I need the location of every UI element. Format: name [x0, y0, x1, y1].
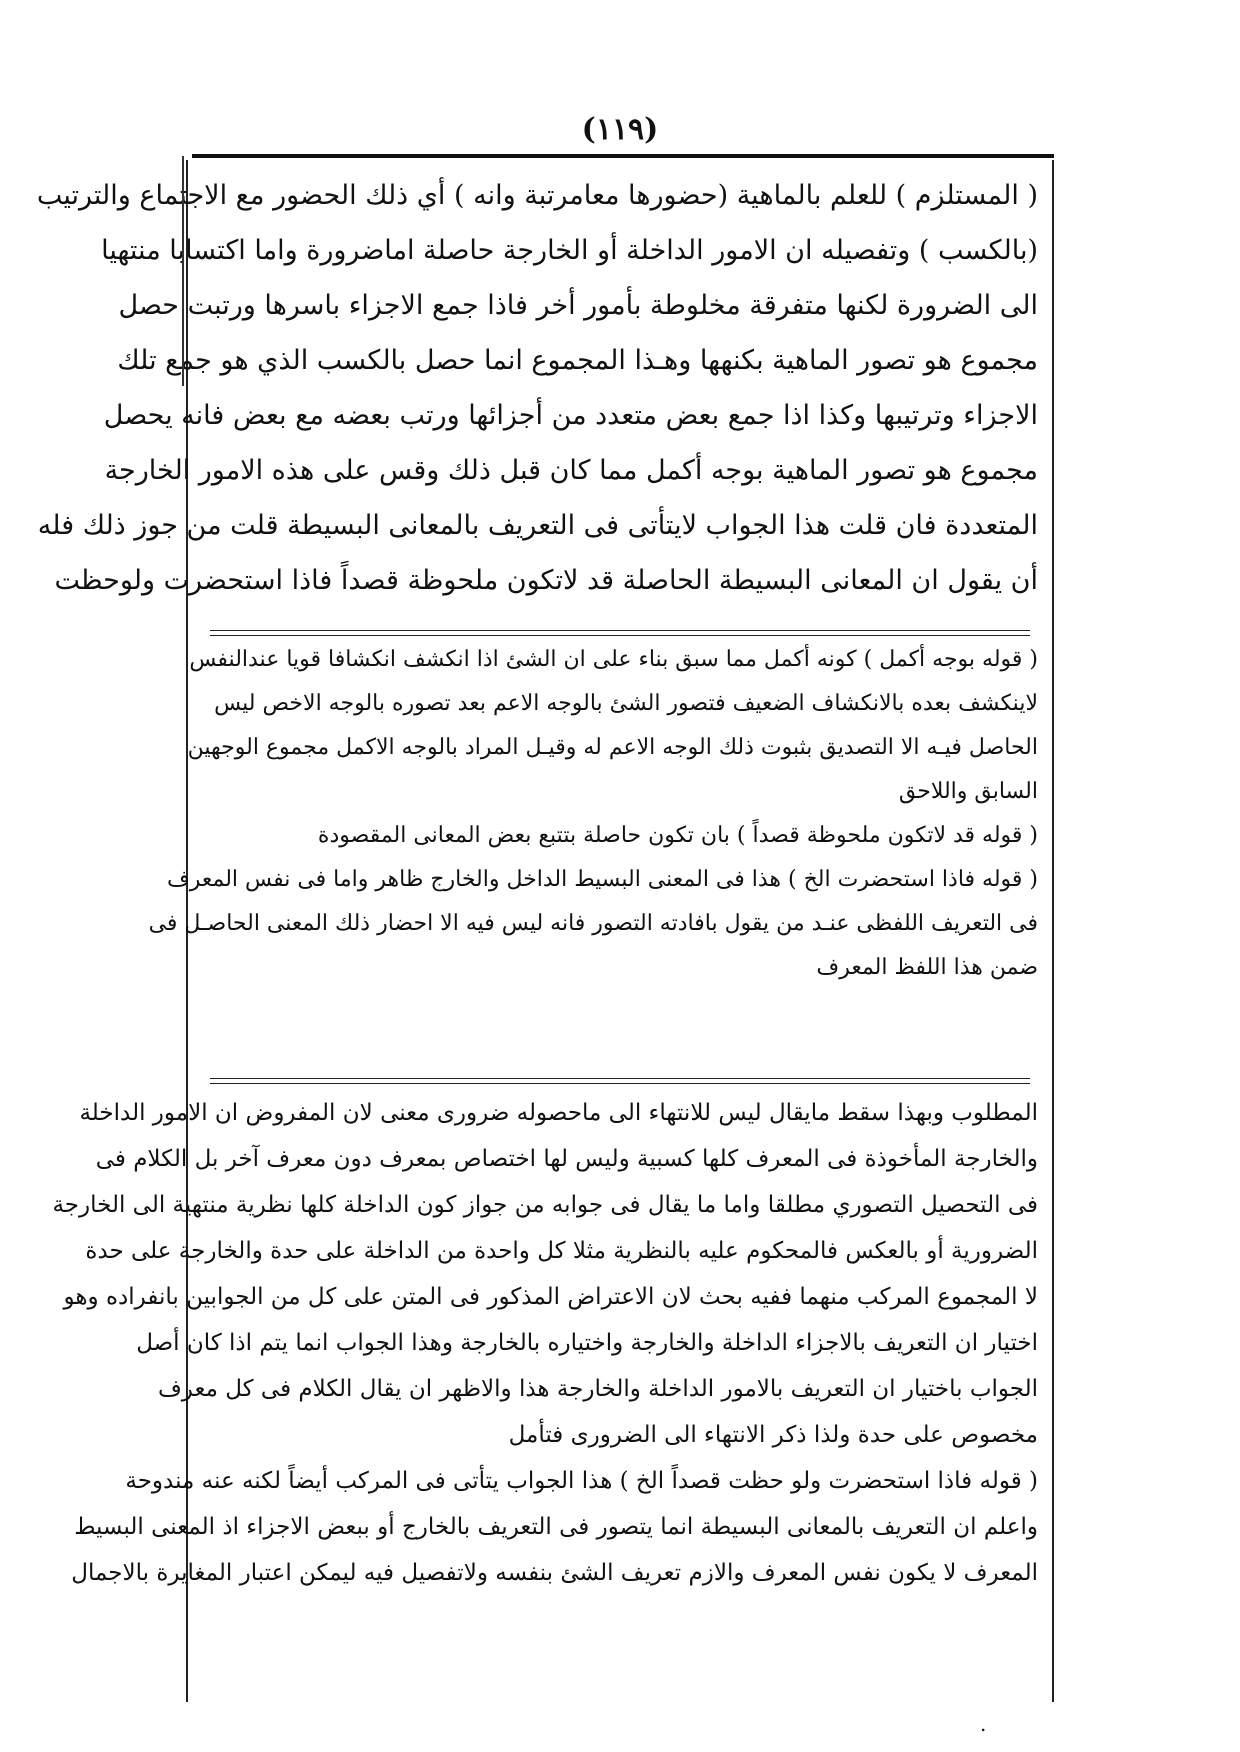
lower-line: مخصوص على حدة ولذا ذكر الانتهاء الى الضرورى فتأمل [508, 1422, 1038, 1448]
lower-line: لا المجموع المركب منهما ففيه بحث لان الاعتراض المذكور فى المتن على كل من الجوابين بانفراده وهو [63, 1284, 1038, 1310]
text-frame [36, 160, 1054, 1702]
lower-line: المطلوب وبهذا سقط مايقال ليس للانتهاء الى ماحصوله ضرورى معنى لان المفروض ان الامور الداخلة [79, 1100, 1038, 1126]
main-line: (بالكسب ) وتفصيله ان الامور الداخلة أو الخارجة حاصلة اماضرورة واما اكتسابا منتهيا [101, 235, 1038, 266]
note-line: ( قوله فاذا استحضرت الخ ) هذا فى المعنى البسيط الداخل والخارج ظاهر واما فى نفس المعرف [166, 867, 1038, 892]
main-line: مجموع هو تصور الماهية بوجه أكمل مما كان قبل ذلك وقس على هذه الامور الخارجة [104, 455, 1038, 486]
note-line: ( قوله بوجه أكمل ) كونه أكمل مما سبق بناء على ان الشئ اذا انكشف انكشافا قويا عندالنفس [189, 647, 1038, 672]
note-line: ضمن هذا اللفظ المعرف [816, 955, 1038, 980]
main-line: أن يقول ان المعانى البسيطة الحاصلة قد لاتكون ملحوظة قصداً فاذا استحضرت ولوحظت [54, 565, 1038, 596]
main-line: مجموع هو تصور الماهية بكنهها وهـذا المجموع انما حصل بالكسب الذي هو جمع تلك [117, 345, 1038, 376]
main-line: الاجزاء وترتيبها وكذا اذا جمع بعض متعدد من أجزائها ورتب بعضه مع بعض فانه يحصل [103, 400, 1038, 431]
section-divider [210, 630, 1030, 631]
note-line: فى التعريف اللفظى عنـد من يقول بافادته التصور فانه ليس فيه الا احضار ذلك المعنى الحاصـل فى [148, 911, 1038, 936]
footer-mark: . [980, 1712, 987, 1736]
main-line: ( المستلزم ) للعلم بالماهية (حضورها معامرتبة وانه ) أي ذلك الحضور مع الاجتماع والترتيب [36, 180, 1038, 211]
lower-line: والخارجة المأخوذة فى المعرف كلها كسبية وليس لها اختصاص بمعرف دون معرف آخر بل الكلام فى [95, 1146, 1038, 1172]
main-line: الى الضرورة لكنها متفرقة مخلوطة بأمور أخر فاذا جمع الاجزاء باسرها ورتبت حصل [118, 290, 1038, 321]
lower-line: المعرف لا يكون نفس المعرف والازم تعريف الشئ بنفسه ولاتفصيل فيه ليمكن اعتبار المغايرة بالاجمال [71, 1560, 1038, 1586]
note-line: السابق واللاحق [898, 779, 1038, 804]
notes-block [148, 638, 1038, 990]
page-number: (١١٩) [581, 112, 659, 147]
note-line: لاينكشف بعده بالانكشاف الضعيف فتصور الشئ بالوجه الاعم بعد تصوره بالوجه الاخص ليس [214, 691, 1038, 716]
main-text-block [36, 168, 1038, 608]
section-divider [210, 1078, 1030, 1079]
lower-line: ( قوله فاذا استحضرت ولو حظت قصداً الخ ) هذا الجواب يتأتى فى المركب أيضاً لكنه عنه مندوحة [125, 1468, 1038, 1494]
lower-line: اختيار ان التعريف بالاجزاء الداخلة والخارجة واختياره بالخارجة وهذا الجواب انما يتم اذا كان أصل [136, 1330, 1038, 1356]
note-line: ( قوله قد لاتكون ملحوظة قصداً ) بان تكون حاصلة بتتبع بعض المعانى المقصودة [317, 823, 1038, 848]
lower-line: فى التحصيل التصوري مطلقا واما ما يقال فى جوابه من جواز كون الداخلة كلها نظرية منتهية الى الخارجة [52, 1192, 1038, 1218]
main-line: المتعددة فان قلت هذا الجواب لايتأتى فى التعريف بالمعانى البسيطة قلت من جوز ذلك فله [37, 510, 1038, 541]
lower-line: الجواب باختيار ان التعريف بالامور الداخلة والخارجة هذا والاظهر ان يقال الكلام فى كل معرف [157, 1376, 1038, 1402]
note-line: الحاصل فيـه الا التصديق بثبوت ذلك الوجه الاعم له وقيـل المراد بالوجه الاكمل مجموع الوجهين [187, 735, 1038, 760]
lower-line: الضرورية أو بالعكس فالمحكوم عليه بالنظرية مثلا كل واحدة من الداخلة على حدة والخارجة على حدة [85, 1238, 1038, 1264]
lower-line: واعلم ان التعريف بالمعانى البسيطة انما يتصور فى التعريف بالخارج أو ببعض الاجزاء اذ المعنى البسيط [74, 1514, 1038, 1540]
lower-text-block [52, 1090, 1038, 1596]
